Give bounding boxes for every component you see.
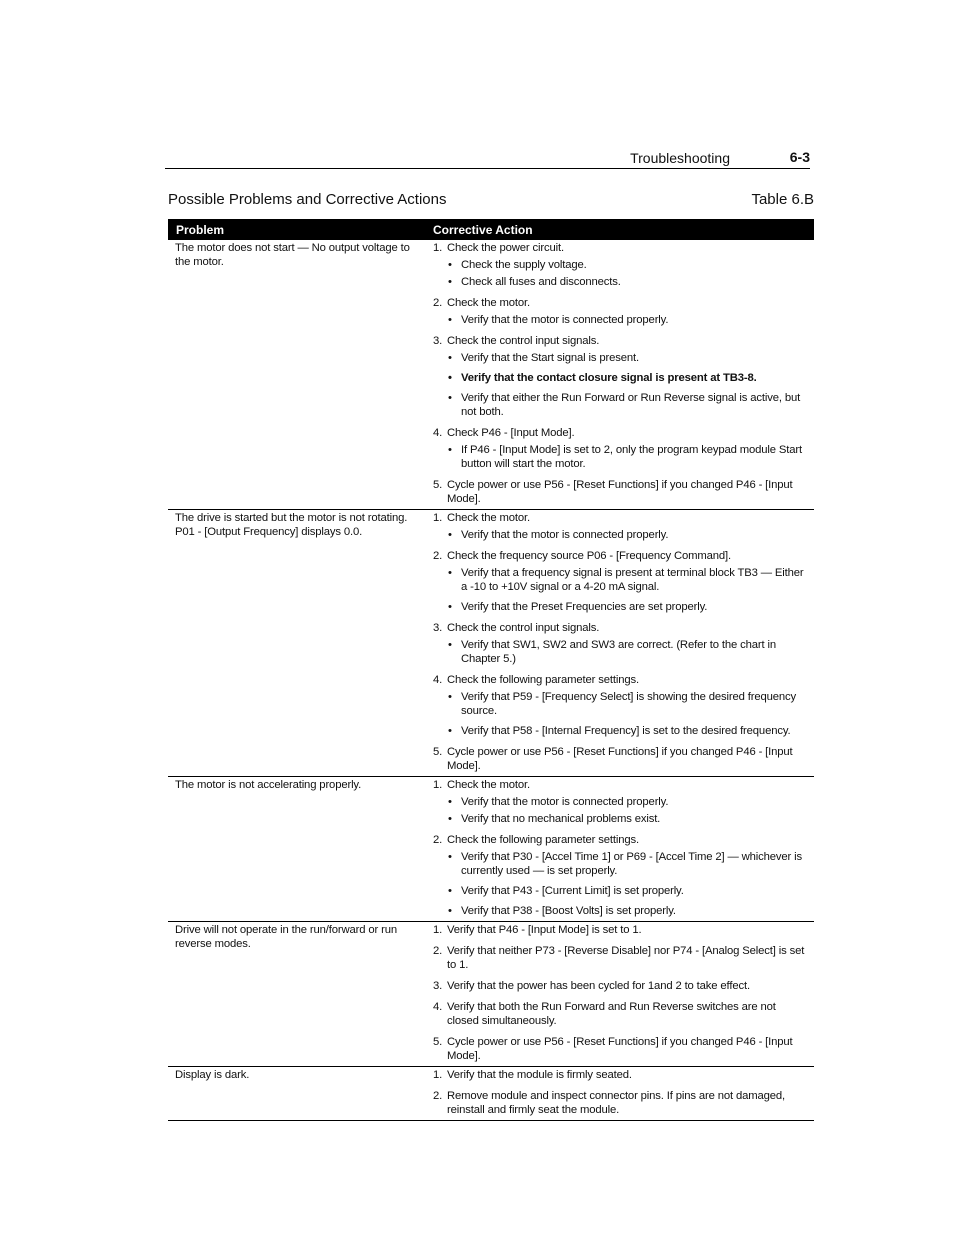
action-step: [433, 944, 810, 972]
corrective-action-cell: [426, 922, 814, 1067]
action-steps-list: [433, 511, 810, 773]
action-step: [433, 296, 810, 327]
action-step: [433, 673, 810, 738]
step-number: 2.: [433, 945, 443, 957]
sub-steps-list: [447, 443, 810, 471]
sub-step-text: Verify that either the Run Forward or Run Reverse signal is active, but not both.: [461, 392, 801, 418]
action-steps-list: [433, 1068, 810, 1117]
running-header: [165, 148, 810, 169]
step-text: Check the power circuit.: [447, 242, 564, 254]
sub-step-text: Verify that P43 - [Current Limit] is set properly.: [461, 885, 684, 897]
sub-step: [447, 443, 810, 471]
step-number: 3.: [433, 335, 443, 347]
header-section-title: Troubleshooting: [630, 150, 730, 166]
sub-step: [447, 371, 810, 385]
step-number: 5.: [433, 479, 443, 491]
action-steps-list: [433, 241, 810, 506]
sub-steps-list: [447, 528, 810, 542]
sub-step: [447, 351, 810, 365]
sub-step: [447, 884, 810, 898]
sub-step: [447, 850, 810, 878]
step-text: Check P46 - [Input Mode].: [447, 427, 575, 439]
corrective-action-cell: [426, 1067, 814, 1121]
sub-step-text: Verify that P58 - [Internal Frequency] is set to the desired frequency.: [461, 725, 791, 737]
sub-step-text: Verify that P38 - [Boost Volts] is set properly.: [461, 905, 676, 917]
table-row: [168, 240, 814, 510]
sub-step: [447, 313, 810, 327]
bullet-icon: •: [448, 639, 452, 651]
sub-step-text: Verify that the Preset Frequencies are set properly.: [461, 601, 708, 613]
step-text: Cycle power or use P56 - [Reset Functions] if you changed P46 - [Input Mode].: [447, 746, 793, 772]
action-step: [433, 1068, 810, 1082]
step-text: Remove module and inspect connector pins. If pins are not damaged, reinstall and firmly seat the module.: [447, 1090, 785, 1116]
bullet-icon: •: [448, 372, 452, 384]
action-step: [433, 549, 810, 614]
step-number: 2.: [433, 1090, 443, 1102]
table-row: [168, 777, 814, 922]
sub-step-text: Verify that no mechanical problems exist.: [461, 813, 661, 825]
step-text: Verify that the power has been cycled for 1and 2 to take effect.: [447, 980, 750, 992]
action-step: [433, 621, 810, 666]
sub-step-text: Check all fuses and disconnects.: [461, 276, 621, 288]
sub-step-text: Check the supply voltage.: [461, 259, 587, 271]
step-number: 4.: [433, 1001, 443, 1013]
table-row: [168, 1067, 814, 1121]
bullet-icon: •: [448, 259, 452, 271]
problem-cell: The motor is not accelerating properly.: [175, 779, 362, 791]
sub-step: [447, 275, 810, 289]
table-header-row: [168, 219, 814, 240]
step-text: Check the following parameter settings.: [447, 834, 639, 846]
sub-step-text: Verify that P30 - [Accel Time 1] or P69 - [Accel Time 2] — whichever is currently used — is set properly.: [461, 851, 802, 877]
problems-table: [168, 219, 814, 1121]
step-text: Check the motor.: [447, 297, 530, 309]
step-number: 4.: [433, 427, 443, 439]
sub-step-text: If P46 - [Input Mode] is set to 2, only the program keypad module Start button will start the motor.: [461, 444, 802, 470]
corrective-action-cell: [426, 510, 814, 777]
sub-step: [447, 391, 810, 419]
sub-step-text: Verify that SW1, SW2 and SW3 are correct. (Refer to the chart in Chapter 5.): [461, 639, 776, 665]
sub-steps-list: [447, 566, 810, 614]
action-step: [433, 511, 810, 542]
step-number: 1.: [433, 779, 443, 791]
bullet-icon: •: [448, 905, 452, 917]
step-text: Verify that both the Run Forward and Run Reverse switches are not closed simultaneously.: [447, 1001, 776, 1027]
sub-steps-list: [447, 795, 810, 826]
bullet-icon: •: [448, 529, 452, 541]
table-row: [168, 510, 814, 777]
bullet-icon: •: [448, 725, 452, 737]
sub-steps-list: [447, 850, 810, 918]
bullet-icon: •: [448, 276, 452, 288]
step-number: 5.: [433, 1036, 443, 1048]
sub-steps-list: [447, 351, 810, 419]
step-number: 4.: [433, 674, 443, 686]
action-step: [433, 979, 810, 993]
sub-steps-list: [447, 638, 810, 666]
bullet-icon: •: [448, 352, 452, 364]
step-text: Cycle power or use P56 - [Reset Functions] if you changed P46 - [Input Mode].: [447, 479, 793, 505]
table-title: Possible Problems and Corrective Actions: [168, 191, 447, 208]
action-step: [433, 334, 810, 419]
sub-step: [447, 638, 810, 666]
action-step: [433, 426, 810, 471]
step-number: 1.: [433, 1069, 443, 1081]
bullet-icon: •: [448, 444, 452, 456]
problem-cell: The drive is started but the motor is not rotating. P01 - [Output Frequency] displays 0.0.: [175, 512, 408, 538]
sub-step-text: Verify that the contact closure signal is present at TB3-8.: [461, 372, 757, 384]
action-step: [433, 478, 810, 506]
step-number: 2.: [433, 550, 443, 562]
bullet-icon: •: [448, 392, 452, 404]
step-text: Check the control input signals.: [447, 622, 600, 634]
problem-cell: The motor does not start — No output voltage to the motor.: [175, 242, 410, 268]
step-text: Verify that the module is firmly seated.: [447, 1069, 632, 1081]
step-text: Check the control input signals.: [447, 335, 600, 347]
bullet-icon: •: [448, 601, 452, 613]
bullet-icon: •: [448, 314, 452, 326]
sub-step: [447, 600, 810, 614]
action-step: [433, 833, 810, 918]
action-step: [433, 923, 810, 937]
step-text: Check the motor.: [447, 779, 530, 791]
step-number: 2.: [433, 834, 443, 846]
step-text: Verify that neither P73 - [Reverse Disable] nor P74 - [Analog Select] is set to 1.: [447, 945, 805, 971]
sub-step: [447, 566, 810, 594]
step-number: 1.: [433, 242, 443, 254]
sub-step: [447, 795, 810, 809]
corrective-action-cell: [426, 240, 814, 510]
bullet-icon: •: [448, 851, 452, 863]
action-steps-list: [433, 923, 810, 1063]
action-step: [433, 1089, 810, 1117]
sub-steps-list: [447, 690, 810, 738]
step-text: Cycle power or use P56 - [Reset Functions] if you changed P46 - [Input Mode].: [447, 1036, 793, 1062]
table-caption: [168, 191, 814, 211]
sub-step-text: Verify that P59 - [Frequency Select] is showing the desired frequency source.: [461, 691, 797, 717]
step-number: 2.: [433, 297, 443, 309]
sub-step: [447, 904, 810, 918]
table-body: [168, 240, 814, 1121]
bullet-icon: •: [448, 567, 452, 579]
column-header-problem: Problem: [168, 219, 426, 240]
action-step: [433, 1000, 810, 1028]
column-header-corrective-action: Corrective Action: [426, 219, 814, 240]
bullet-icon: •: [448, 885, 452, 897]
action-step: [433, 1035, 810, 1063]
sub-steps-list: [447, 258, 810, 289]
step-text: Verify that P46 - [Input Mode] is set to 1.: [447, 924, 642, 936]
step-text: Check the frequency source P06 - [Frequency Command].: [447, 550, 732, 562]
step-text: Check the motor.: [447, 512, 530, 524]
step-number: 5.: [433, 746, 443, 758]
sub-step-text: Verify that a frequency signal is present at terminal block TB3 — Either a -10 to +10V signal or a 4-20 mA signal.: [461, 567, 804, 593]
step-number: 3.: [433, 622, 443, 634]
sub-step: [447, 528, 810, 542]
sub-step: [447, 724, 810, 738]
step-number: 3.: [433, 980, 443, 992]
action-step: [433, 241, 810, 289]
table-row: [168, 922, 814, 1067]
action-steps-list: [433, 778, 810, 918]
sub-step-text: Verify that the motor is connected properly.: [461, 529, 669, 541]
sub-step: [447, 690, 810, 718]
sub-step-text: Verify that the motor is connected properly.: [461, 314, 669, 326]
sub-step-text: Verify that the motor is connected properly.: [461, 796, 669, 808]
sub-step-text: Verify that the Start signal is present.: [461, 352, 639, 364]
problem-cell: Drive will not operate in the run/forward or run reverse modes.: [175, 924, 397, 950]
table-number: Table 6.B: [751, 191, 814, 208]
action-step: [433, 778, 810, 826]
corrective-action-cell: [426, 777, 814, 922]
problem-cell: Display is dark.: [175, 1069, 250, 1081]
action-step: [433, 745, 810, 773]
sub-step: [447, 812, 810, 826]
bullet-icon: •: [448, 691, 452, 703]
header-page-number: 6-3: [789, 149, 810, 165]
bullet-icon: •: [448, 813, 452, 825]
step-number: 1.: [433, 512, 443, 524]
bullet-icon: •: [448, 796, 452, 808]
step-number: 1.: [433, 924, 443, 936]
sub-steps-list: [447, 313, 810, 327]
step-text: Check the following parameter settings.: [447, 674, 639, 686]
sub-step: [447, 258, 810, 272]
